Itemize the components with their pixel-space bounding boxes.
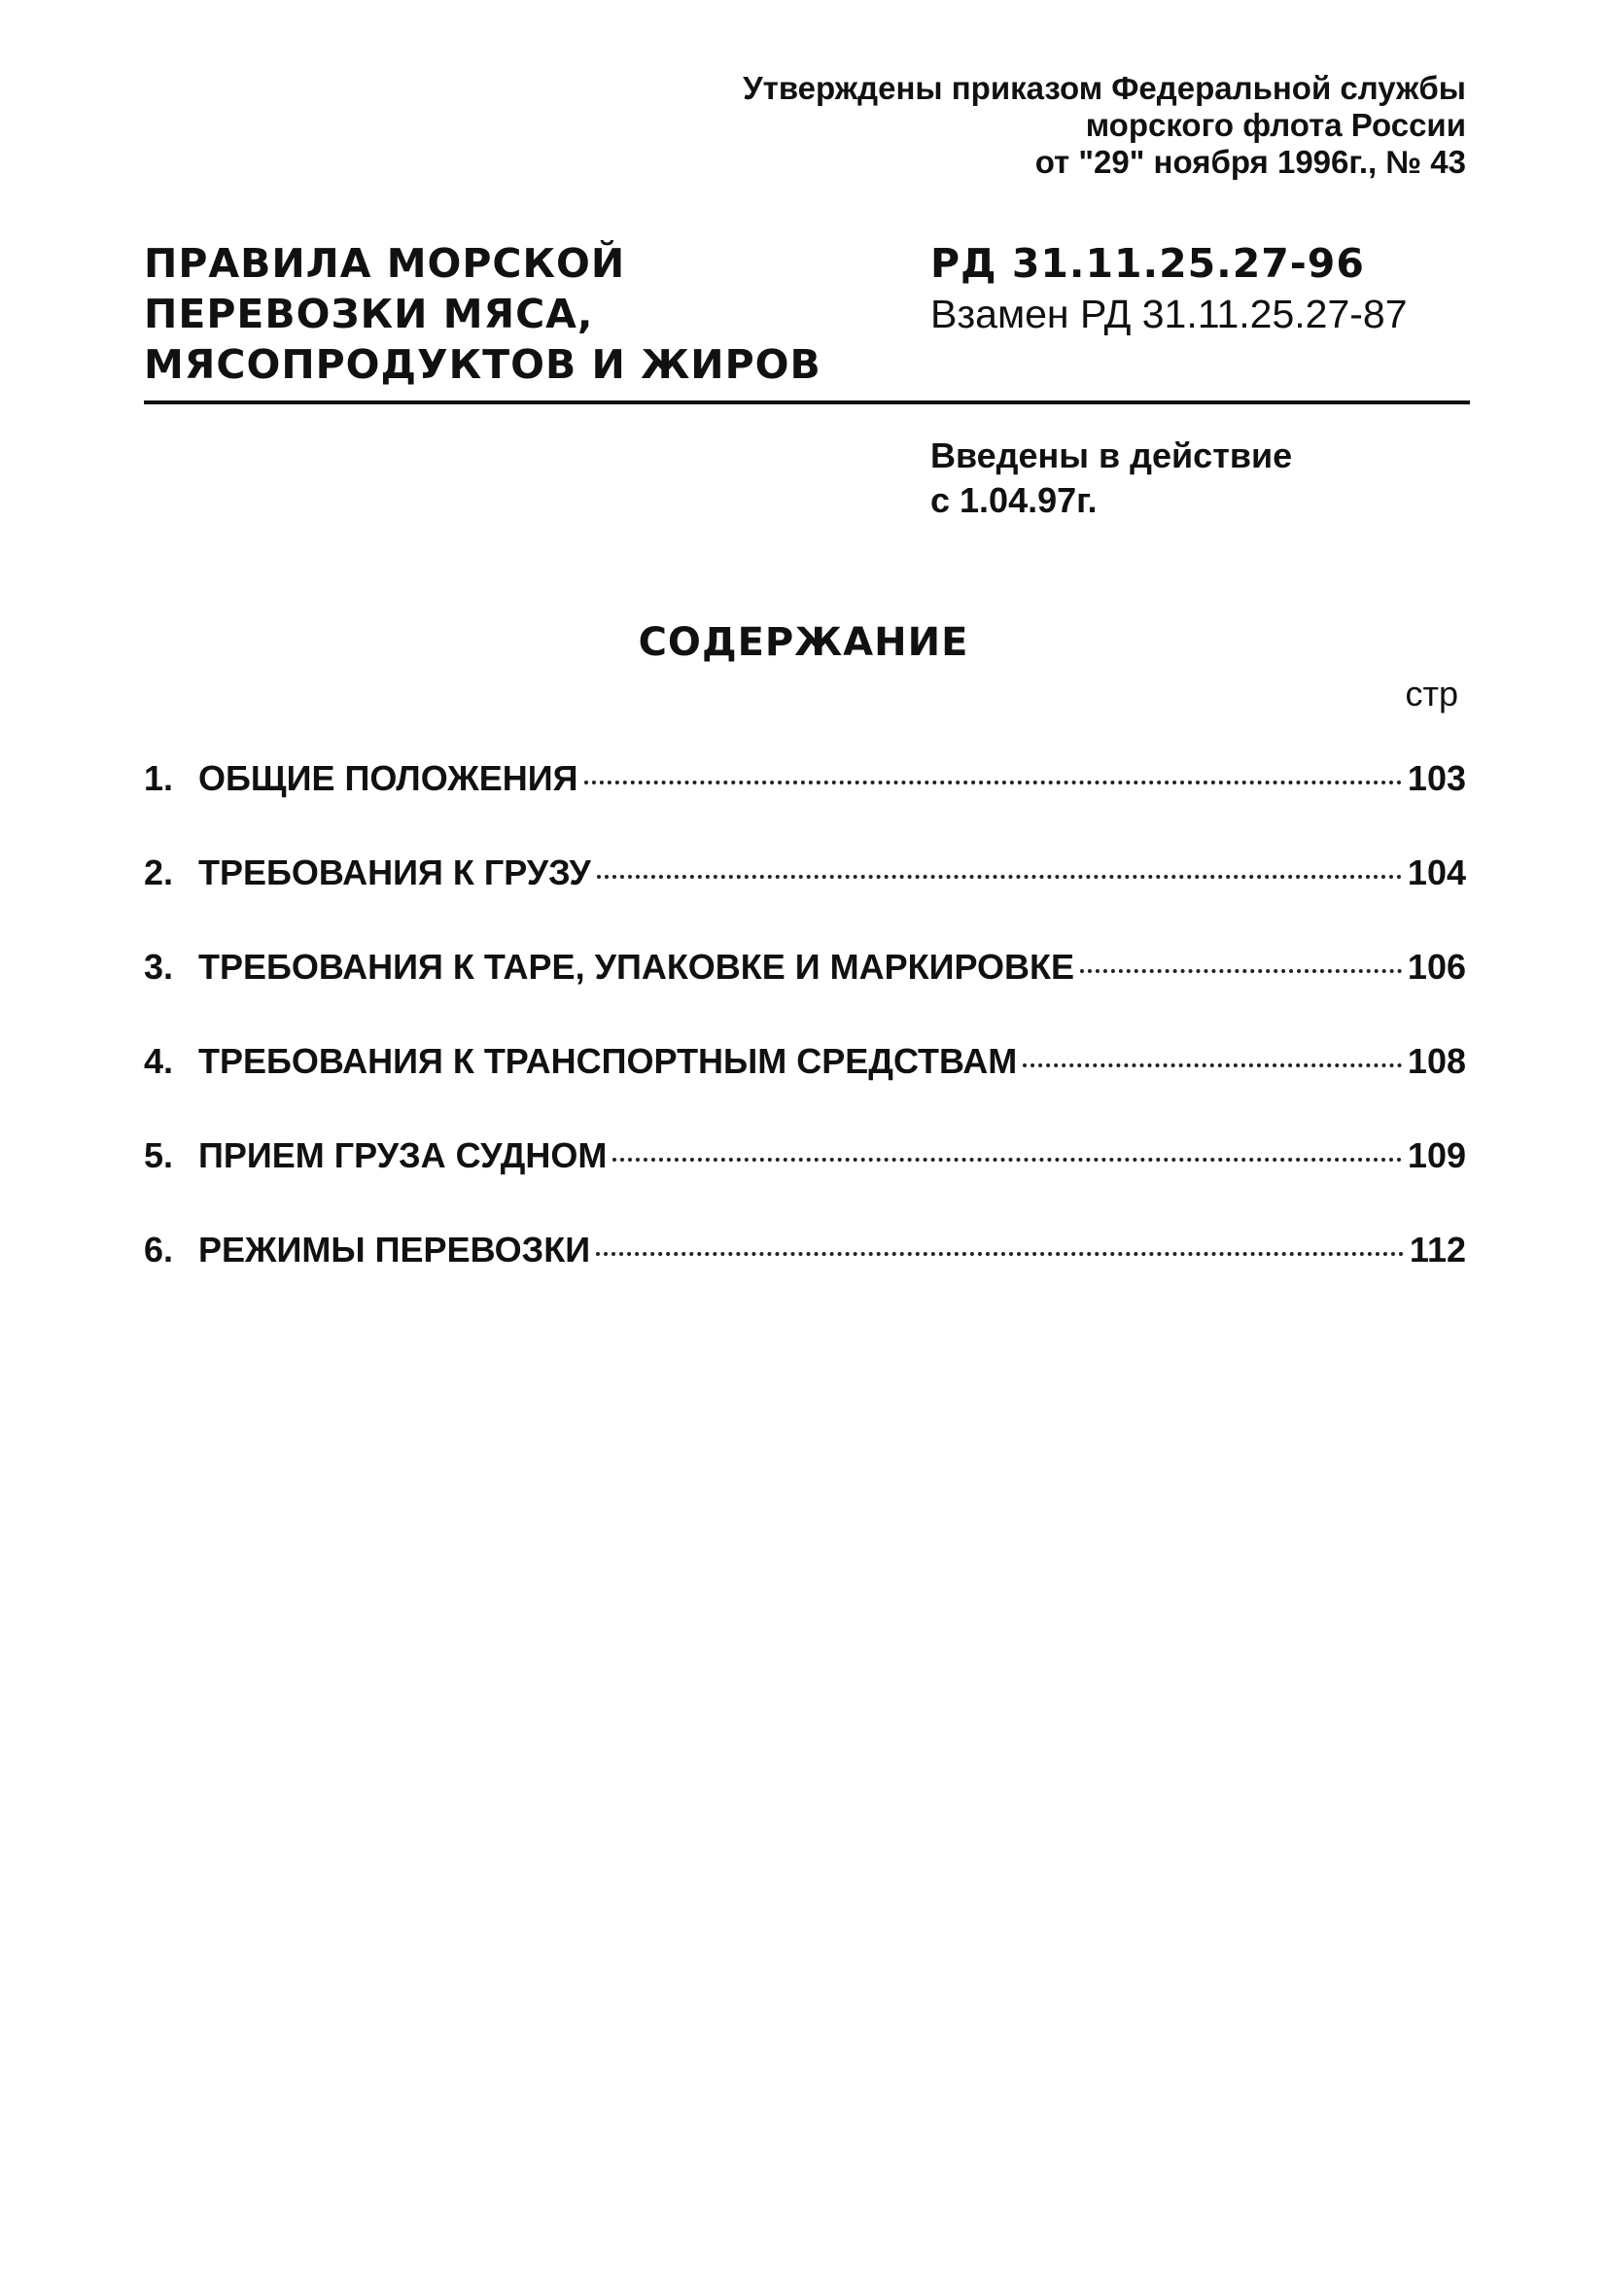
document-title bbox=[144, 238, 821, 390]
toc-item-label: ОБЩИЕ ПОЛОЖЕНИЯ bbox=[198, 758, 578, 798]
effective-date-block bbox=[930, 434, 1292, 523]
toc-item-page: 108 bbox=[1407, 1041, 1466, 1081]
title-line: ПРАВИЛА МОРСКОЙ bbox=[144, 240, 626, 287]
document-replaces: Взамен РД 31.11.25.27-87 bbox=[930, 292, 1408, 336]
document-number-block bbox=[930, 238, 1408, 339]
toc-item-label: ТРЕБОВАНИЯ К ТРАНСПОРТНЫМ СРЕДСТВАМ bbox=[198, 1041, 1018, 1081]
document-code: РД 31.11.25.27-96 bbox=[930, 240, 1365, 287]
table-of-contents bbox=[144, 758, 1466, 1324]
toc-item-page: 112 bbox=[1409, 1230, 1466, 1270]
approval-block bbox=[743, 70, 1466, 181]
toc-dot-leader bbox=[612, 1158, 1402, 1162]
effective-line: Введены в действие bbox=[930, 435, 1293, 475]
toc-item-number: 3. bbox=[144, 947, 174, 987]
toc-item-label: ПРИЕМ ГРУЗА СУДНОМ bbox=[198, 1135, 608, 1175]
toc-item-number: 6. bbox=[144, 1230, 174, 1270]
title-line: ПЕРЕВОЗКИ МЯСА, bbox=[144, 291, 594, 337]
toc-item-number: 5. bbox=[144, 1135, 174, 1175]
toc-item-number: 2. bbox=[144, 852, 174, 892]
effective-line: с 1.04.97г. bbox=[930, 480, 1098, 520]
toc-item-5[interactable] bbox=[144, 1135, 1466, 1230]
toc-item-label: ТРЕБОВАНИЯ К ГРУЗУ bbox=[198, 852, 591, 892]
toc-item-page: 104 bbox=[1407, 852, 1466, 892]
toc-item-page: 106 bbox=[1407, 947, 1466, 987]
approval-line: от "29" ноября 1996г., № 43 bbox=[1034, 144, 1466, 180]
page-column-label: стр bbox=[1405, 674, 1458, 713]
toc-item-6[interactable] bbox=[144, 1230, 1466, 1324]
toc-item-1[interactable] bbox=[144, 758, 1466, 852]
toc-item-label: ТРЕБОВАНИЯ К ТАРЕ, УПАКОВКЕ И МАРКИРОВКЕ bbox=[198, 947, 1075, 987]
title-line: МЯСОПРОДУКТОВ И ЖИРОВ bbox=[144, 341, 821, 388]
toc-dot-leader bbox=[596, 1252, 1404, 1256]
approval-line: Утверждены приказом Федеральной службы bbox=[743, 70, 1466, 106]
header-divider bbox=[144, 400, 1470, 404]
toc-dot-leader bbox=[597, 875, 1402, 879]
toc-item-page: 103 bbox=[1407, 758, 1466, 798]
toc-dot-leader bbox=[1080, 969, 1402, 973]
toc-dot-leader bbox=[584, 781, 1402, 784]
toc-item-3[interactable] bbox=[144, 947, 1466, 1041]
approval-line: морского флота России bbox=[1085, 107, 1466, 143]
toc-dot-leader bbox=[1023, 1063, 1402, 1067]
toc-item-page: 109 bbox=[1407, 1135, 1466, 1175]
toc-item-4[interactable] bbox=[144, 1041, 1466, 1135]
toc-item-2[interactable] bbox=[144, 852, 1466, 947]
toc-item-number: 1. bbox=[144, 758, 174, 798]
toc-item-label: РЕЖИМЫ ПЕРЕВОЗКИ bbox=[198, 1230, 591, 1270]
contents-heading: СОДЕРЖАНИЕ bbox=[638, 620, 969, 665]
toc-item-number: 4. bbox=[144, 1041, 174, 1081]
